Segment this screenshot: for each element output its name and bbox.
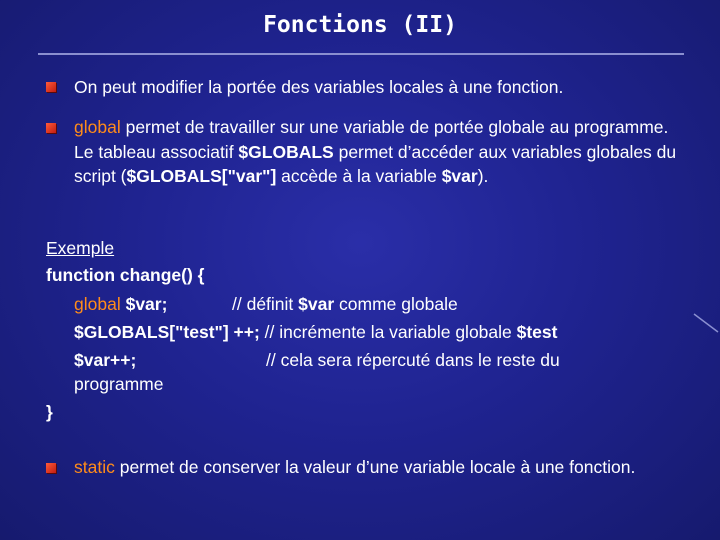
slide-title: Fonctions (II) <box>263 12 457 38</box>
comment-increment: // incrémente la variable globale <box>259 322 517 342</box>
code-line-5: programme <box>74 374 164 394</box>
bullet-text-2 <box>74 115 684 189</box>
code-line-4-comment: // cela sera répercuté dans le reste du <box>266 350 560 370</box>
comment-part-a: // définit <box>232 294 299 314</box>
globals-open: $GLOBALS[" <box>74 322 184 342</box>
var-term: $var <box>441 166 478 186</box>
comment-var: $var <box>298 294 335 314</box>
bullet-2-part-3: accède à la variable <box>276 166 442 186</box>
globals-close: "] ++; <box>214 322 260 342</box>
bullet-icon <box>46 463 56 473</box>
code-var-declaration: $var; <box>120 294 168 314</box>
title-divider <box>38 53 684 55</box>
bullet-2-part-4: ). <box>477 166 489 186</box>
bullet-1-text: On peut modifier la portée des variables locales à une fonction. <box>74 77 564 97</box>
decorative-line <box>690 312 720 334</box>
bullet-2-part-2: permet d’accéder aux variables globales du script ( <box>74 141 677 186</box>
global-keyword: global <box>74 117 121 137</box>
code-line-3 <box>74 320 557 344</box>
example-label: Exemple <box>46 238 115 258</box>
code-global-keyword: global <box>74 294 121 314</box>
comment-test-var: $test <box>516 322 558 342</box>
globals-key: test <box>183 322 215 342</box>
bullet-icon <box>46 82 56 92</box>
code-line-6: } <box>46 402 53 422</box>
code-line-2-comment <box>232 292 458 316</box>
code-line-2-code <box>74 292 167 316</box>
bullet-text-3 <box>74 455 684 480</box>
globals-term: $GLOBALS <box>238 141 334 162</box>
bullet-icon <box>46 123 56 133</box>
static-keyword: static <box>74 457 115 477</box>
bullet-3-part-1: permet de conserver la valeur d’une variable locale à une fonction. <box>114 457 636 477</box>
bullet-text-1 <box>74 75 694 100</box>
code-line-4-code: $var++; <box>74 350 137 370</box>
code-line-1: function change() { <box>46 265 205 285</box>
comment-part-b: comme globale <box>334 294 458 314</box>
globals-var-term: $GLOBALS["var"] <box>126 166 277 186</box>
bullet-2-part-1: permet de travailler sur une variable de portée globale au programme. Le tableau associatif <box>74 117 669 162</box>
